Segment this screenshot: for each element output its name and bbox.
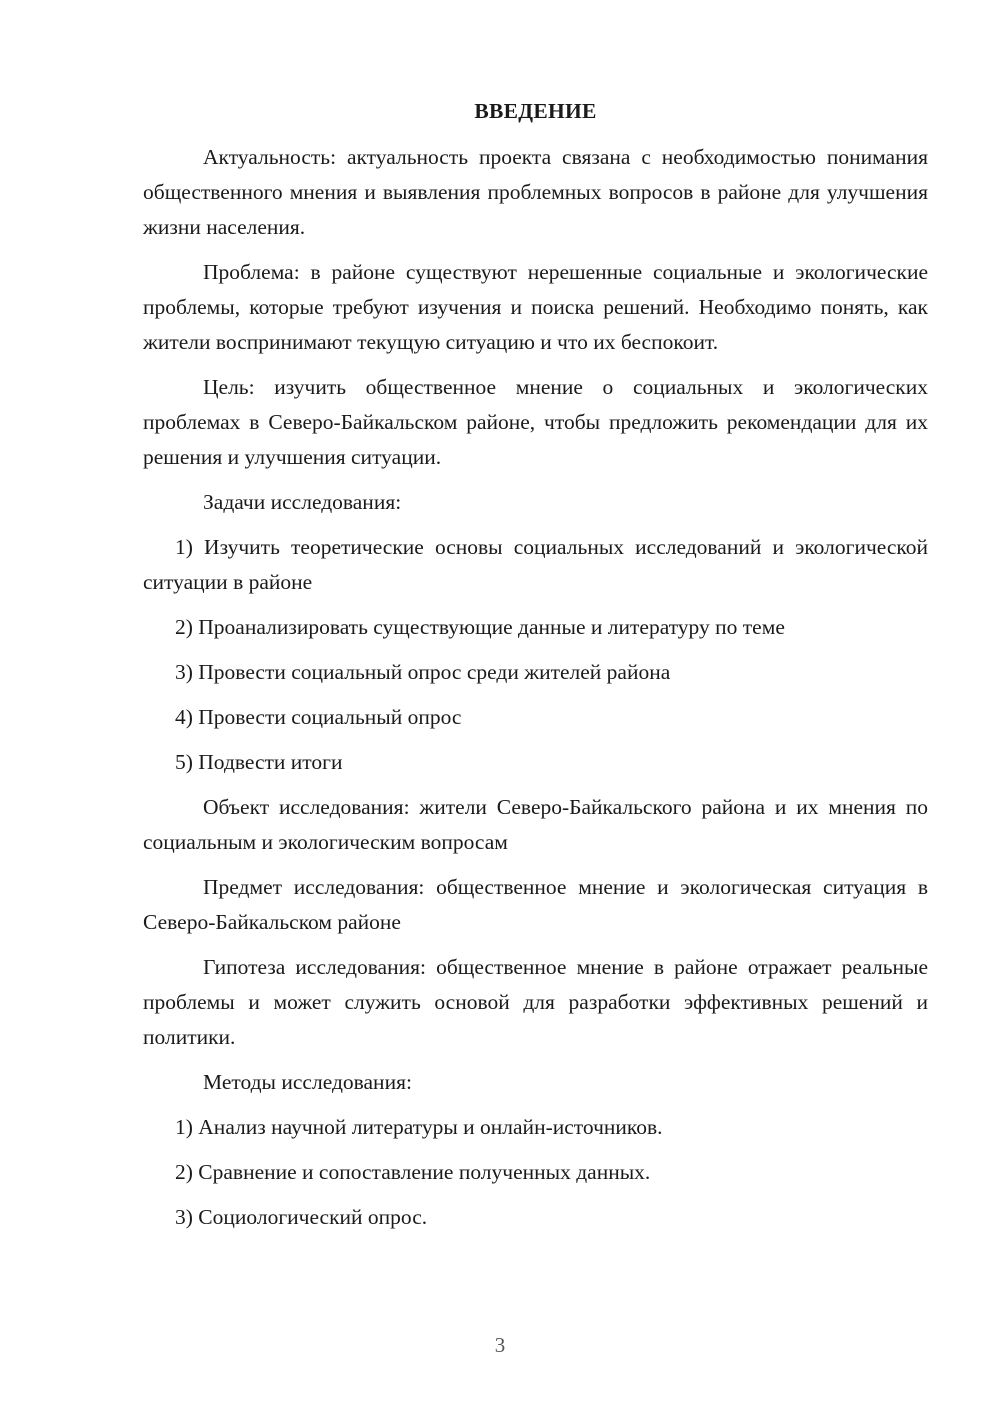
list-item: 2) Проанализировать существующие данные и литературу по теме	[175, 615, 785, 639]
methods-list	[143, 1110, 928, 1235]
goal-paragraph: Цель: изучить общественное мнение о социальных и экологических проблемах в Северо-Байкальском районе, чтобы предложить рекомендации для их решения и улучшения ситуации.	[143, 375, 928, 469]
list-item: 2) Сравнение и сопоставление полученных данных.	[175, 1160, 651, 1184]
page-number: 3	[494, 1333, 506, 1357]
list-item: 1) Изучить теоретические основы социальных исследований и экологической ситуации в районе	[143, 535, 928, 594]
tasks-title: Задачи исследования:	[203, 490, 402, 514]
tasks-list	[143, 530, 928, 780]
object-paragraph: Объект исследования: жители Северо-Байкальского района и их мнения по социальным и экологическим вопросам	[143, 795, 928, 854]
problem-paragraph: Проблема: в районе существуют нерешенные социальные и экологические проблемы, которые требуют изучения и поиска решений. Необходимо понять, как жители воспринимают текущую ситуацию и что их беспокоит.	[143, 260, 928, 354]
list-item: 5) Подвести итоги	[175, 750, 343, 774]
relevance-paragraph: Актуальность: актуальность проекта связана с необходимостью понимания общественного мнения и выявления проблемных вопросов в районе для улучшения жизни населения.	[143, 145, 928, 239]
list-item: 4) Провести социальный опрос	[175, 705, 462, 729]
list-item: 3) Провести социальный опрос среди жителей района	[175, 660, 671, 684]
methods-title: Методы исследования:	[203, 1070, 412, 1094]
list-item: 1) Анализ научной литературы и онлайн-источников.	[175, 1115, 663, 1139]
list-item: 3) Социологический опрос.	[175, 1205, 428, 1229]
section-heading: ВВЕДЕНИЕ	[474, 99, 597, 123]
hypothesis-paragraph: Гипотеза исследования: общественное мнение в районе отражает реальные проблемы и может служить основой для разработки эффективных решений и политики.	[143, 955, 928, 1049]
document-page	[143, 96, 928, 1245]
subject-paragraph: Предмет исследования: общественное мнение и экологическая ситуация в Северо-Байкальском районе	[143, 875, 928, 934]
